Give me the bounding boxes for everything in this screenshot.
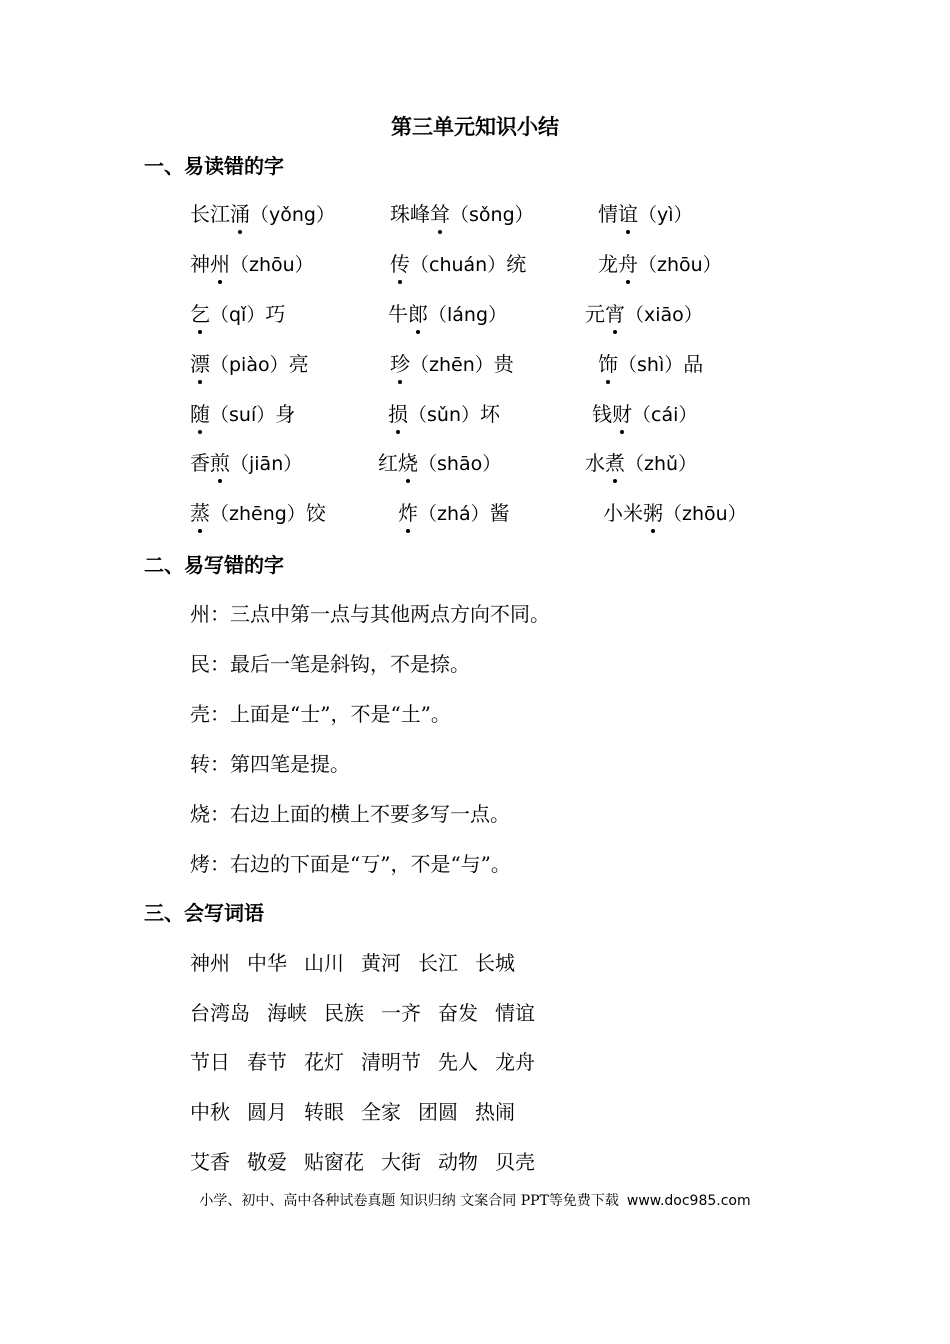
vocab-line [190, 998, 552, 1028]
reading-item-pinyin: （zhǔ） [625, 453, 698, 475]
reading-item [190, 249, 314, 280]
reading-item-prefix: 牛 [388, 302, 408, 326]
reading-item-prefix: 情 [598, 202, 618, 226]
reading-item-suffix: 饺 [305, 501, 326, 525]
writing-note: 壳：上面是“士”，不是“土”。 [190, 702, 451, 726]
reading-item-pinyin: （láng） [428, 304, 508, 326]
reading-row [0, 199, 950, 231]
vocab-word: 黄河 [361, 951, 401, 975]
vocab-word: 民族 [324, 1001, 364, 1025]
reading-item-pinyin: （yì） [638, 204, 693, 226]
vocab-line [190, 1147, 552, 1177]
reading-item [390, 249, 526, 280]
reading-item-pinyin: （zhōu） [638, 254, 722, 276]
reading-item-pinyin: （xiāo） [625, 304, 703, 326]
reading-item-pinyin: （yǒng） [250, 204, 335, 226]
vocab-word: 奋发 [438, 1001, 478, 1025]
reading-item-prefix: 红 [378, 451, 398, 475]
reading-item-dotted-char: 涌 [230, 199, 250, 229]
reading-item-dotted-char: 饰 [598, 349, 618, 379]
vocab-word: 花灯 [304, 1050, 344, 1074]
vocab-word: 动物 [438, 1150, 478, 1174]
reading-item-pinyin: （sǔn） [408, 404, 480, 426]
vocab-word: 神州 [190, 951, 230, 975]
reading-item-pinyin: （zhēn） [410, 354, 494, 376]
reading-item-suffix: 坏 [479, 402, 500, 426]
reading-item [390, 199, 534, 230]
reading-item-prefix: 小米 [603, 501, 643, 525]
reading-item-prefix: 钱 [592, 402, 612, 426]
vocab-word: 全家 [361, 1100, 401, 1124]
writing-note: 烤：右边的下面是“丂”，不是“与”。 [190, 852, 511, 876]
vocab-word: 中秋 [190, 1100, 230, 1124]
vocab-word: 春节 [247, 1050, 287, 1074]
reading-item-dotted-char: 漂 [190, 349, 210, 379]
reading-item-suffix: 巧 [265, 302, 286, 326]
vocab-word: 清明节 [361, 1050, 421, 1074]
reading-item [603, 498, 747, 529]
vocab-word: 团圆 [418, 1100, 458, 1124]
vocab-word: 圆月 [247, 1100, 287, 1124]
vocab-word: 节日 [190, 1050, 230, 1074]
reading-item-dotted-char: 州 [210, 249, 230, 279]
reading-item [190, 448, 302, 479]
vocab-line [190, 1047, 552, 1077]
reading-item-pinyin: （zhá） [418, 503, 490, 525]
footer [0, 1190, 950, 1212]
reading-item-dotted-char: 粥 [643, 498, 663, 528]
vocab-word: 艾香 [190, 1150, 230, 1174]
reading-item-pinyin: （piào） [210, 354, 289, 376]
writing-note: 转：第四笔是提。 [190, 752, 350, 776]
reading-item-dotted-char: 炸 [398, 498, 418, 528]
reading-row [0, 448, 950, 480]
vocab-word: 台湾岛 [190, 1001, 250, 1025]
reading-item-pinyin: （jiān） [230, 453, 303, 475]
reading-item-dotted-char: 舟 [618, 249, 638, 279]
section-heading-vocab: 三、会写词语 [144, 901, 264, 925]
footer-text: 小学、初中、高中各种试卷真题 知识归纳 文案合同 PPT等免费下载 [199, 1193, 619, 1209]
reading-item-prefix: 香 [190, 451, 210, 475]
reading-item-suffix: 酱 [489, 501, 510, 525]
reading-item [598, 249, 722, 280]
vocab-word: 海峡 [267, 1001, 307, 1025]
vocab-word: 先人 [438, 1050, 478, 1074]
reading-item-pinyin: （sǒng） [450, 204, 534, 226]
reading-item-dotted-char: 传 [390, 249, 410, 279]
reading-row [0, 399, 950, 431]
reading-item-prefix: 元 [585, 302, 605, 326]
reading-item-prefix: 珠峰 [390, 202, 430, 226]
reading-item-prefix: 长江 [190, 202, 230, 226]
reading-row [0, 349, 950, 381]
reading-row [0, 249, 950, 281]
reading-item [398, 498, 510, 529]
reading-item-dotted-char: 蒸 [190, 498, 210, 528]
reading-item-prefix: 水 [585, 451, 605, 475]
section-heading-writing: 二、易写错的字 [144, 553, 284, 577]
writing-note: 州：三点中第一点与其他两点方向不同。 [190, 602, 550, 626]
vocab-word: 山川 [304, 951, 344, 975]
reading-item-dotted-char: 烧 [398, 448, 418, 478]
reading-item-dotted-char: 耸 [430, 199, 450, 229]
vocab-word: 长江 [418, 951, 458, 975]
reading-item-pinyin: （shì） [618, 354, 684, 376]
reading-item-pinyin: （chuán） [410, 254, 507, 276]
vocab-word: 贝壳 [495, 1150, 535, 1174]
vocab-word: 热闹 [475, 1100, 515, 1124]
reading-item-prefix: 神 [190, 252, 210, 276]
reading-item [592, 399, 697, 430]
reading-item [388, 299, 507, 330]
vocab-word: 大街 [381, 1150, 421, 1174]
reading-item-dotted-char: 煮 [605, 448, 625, 478]
page-title: 第三单元知识小结 [391, 115, 559, 139]
reading-item-dotted-char: 珍 [390, 349, 410, 379]
reading-item-pinyin: （shāo） [418, 453, 502, 475]
vocab-word: 长城 [475, 951, 515, 975]
section-heading-reading: 一、易读错的字 [144, 154, 284, 178]
reading-item [190, 199, 335, 230]
vocab-word: 贴窗花 [304, 1150, 364, 1174]
reading-row [0, 498, 950, 530]
reading-item [388, 399, 500, 430]
reading-row [0, 299, 950, 331]
reading-item-pinyin: （zhēng） [210, 503, 306, 525]
vocab-word: 转眼 [304, 1100, 344, 1124]
reading-item-dotted-char: 谊 [618, 199, 638, 229]
vocab-word: 情谊 [495, 1001, 535, 1025]
vocab-word: 敬爱 [247, 1150, 287, 1174]
reading-item-suffix: 亮 [288, 352, 309, 376]
reading-item-dotted-char: 财 [612, 399, 632, 429]
reading-item-dotted-char: 煎 [210, 448, 230, 478]
reading-item-suffix: 统 [506, 252, 527, 276]
vocab-line [190, 948, 532, 978]
vocab-word: 一齐 [381, 1001, 421, 1025]
reading-item-suffix: 品 [683, 352, 704, 376]
reading-item [190, 498, 326, 529]
writing-note: 烧：右边上面的横上不要多写一点。 [190, 802, 510, 826]
reading-item [585, 299, 703, 330]
reading-item-suffix: 身 [275, 402, 296, 426]
reading-item [378, 448, 501, 479]
reading-item [190, 349, 309, 380]
vocab-word: 中华 [247, 951, 287, 975]
reading-item-pinyin: （zhōu） [663, 503, 747, 525]
reading-item-dotted-char: 随 [190, 399, 210, 429]
reading-item [585, 448, 697, 479]
reading-item-pinyin: （suí） [210, 404, 276, 426]
writing-note: 民：最后一笔是斜钩，不是捺。 [190, 652, 470, 676]
reading-item-dotted-char: 郎 [408, 299, 428, 329]
reading-item [390, 349, 514, 380]
vocab-line [190, 1097, 532, 1127]
reading-item-pinyin: （cái） [632, 404, 698, 426]
vocab-word: 龙舟 [495, 1050, 535, 1074]
reading-item-prefix: 龙 [598, 252, 618, 276]
reading-item [598, 349, 703, 380]
reading-item-pinyin: （zhōu） [230, 254, 314, 276]
reading-item-suffix: 贵 [493, 352, 514, 376]
reading-item-pinyin: （qǐ） [210, 304, 266, 326]
reading-item [190, 299, 285, 330]
footer-url: www.doc985.com [626, 1193, 751, 1209]
reading-item [598, 199, 693, 230]
reading-item-dotted-char: 损 [388, 399, 408, 429]
reading-item-dotted-char: 乞 [190, 299, 210, 329]
reading-item-dotted-char: 宵 [605, 299, 625, 329]
reading-item [190, 399, 295, 430]
